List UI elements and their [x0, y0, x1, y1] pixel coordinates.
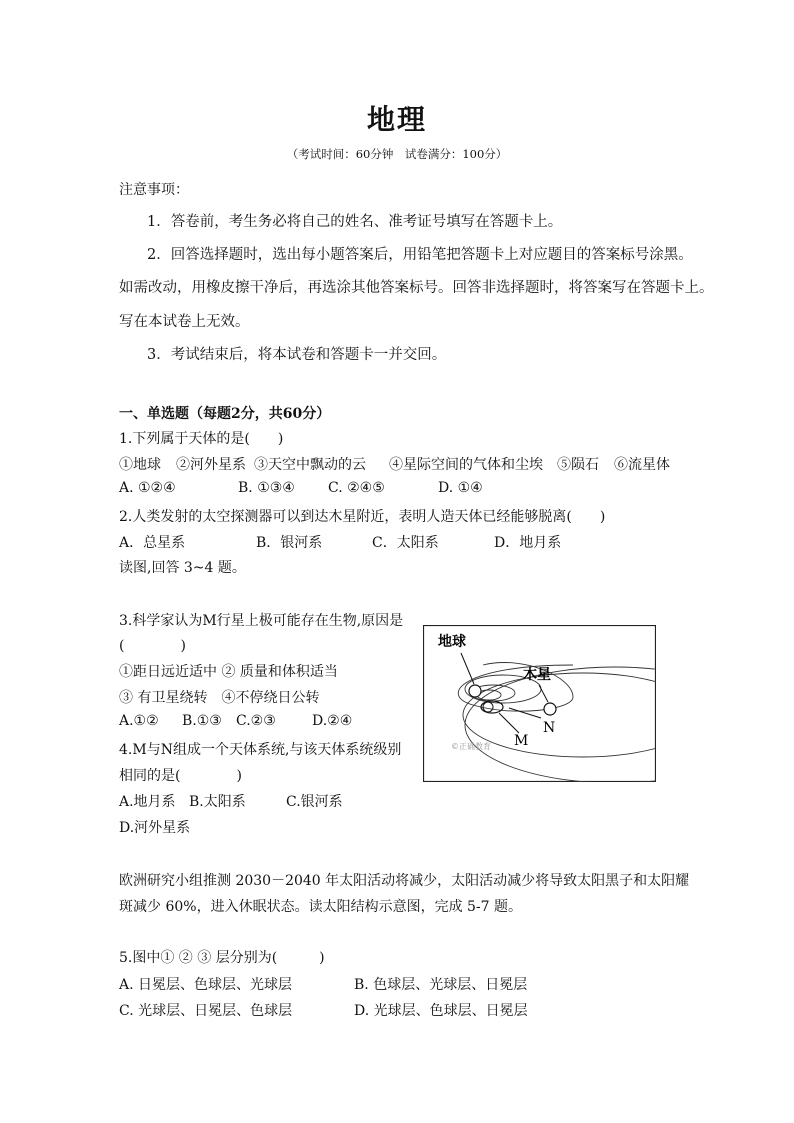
q2-option-b: B．银河系 — [256, 535, 323, 551]
q1-item-5: ⑤陨石 — [557, 457, 599, 473]
q1-item-2: ②河外星系 — [176, 457, 246, 473]
q1-item-6: ⑥流星体 — [614, 457, 670, 473]
q3-option-b: B.①③ — [182, 713, 222, 729]
page-title: 地理 — [366, 103, 427, 136]
q5-option-d: D. 光球层、色球层、日冕层 — [354, 1003, 528, 1019]
jupiter-marker — [544, 703, 556, 715]
notice-item-2: 2．回答选择题时，选出每小题答案后，用铅笔把答题卡上对应题目的答案标号涂黑。 — [147, 247, 693, 263]
q4-stem-line2: 相同的是( ) — [119, 768, 242, 784]
q4-stem-line1: 4.M与N组成一个天体系统,与该天体系统级别 — [119, 742, 402, 758]
q1-item-4: ④星际空间的气体和尘埃 — [389, 457, 543, 473]
q5-stem: 5.图中① ② ③ 层分别为( ) — [119, 950, 325, 966]
q2-option-c: C．太阳系 — [372, 535, 439, 551]
m-label: M — [514, 733, 529, 749]
notice-item-3: 3．考试结束后，将本试卷和答题卡一并交回。 — [147, 347, 447, 363]
q1-option-b: B. ①③④ — [238, 480, 295, 496]
q5-option-b: B. 色球层、光球层、日冕层 — [354, 977, 528, 993]
q4-option-a: A.地月系 — [119, 794, 176, 810]
q2-option-a: A．总星系 — [119, 535, 186, 551]
earth-marker — [469, 685, 481, 697]
q3-option-c: C.②③ — [236, 713, 276, 729]
earth-label: 地球 — [438, 634, 466, 650]
n-label: N — [543, 720, 556, 736]
q3-stem-line1: 3.科学家认为M行星上极可能存在生物,原因是 — [119, 613, 404, 629]
q2-stem: 2.人类发射的太空探测器可以到达木星附近，表明人造天体已经能够脱离( ) — [119, 509, 606, 525]
exam-info: （考试时间：60分钟 试卷满分：100分） — [286, 147, 508, 161]
jupiter-label: 木星 — [523, 667, 551, 683]
q4-option-c: C.银河系 — [286, 794, 343, 810]
notice-heading: 注意事项： — [119, 182, 189, 198]
q3-stem-line2: ( ) — [119, 638, 186, 654]
q5-option-c: C. 光球层、日冕层、色球层 — [119, 1003, 293, 1019]
q1-option-c: C. ②④⑤ — [328, 480, 385, 496]
q3-option-a: A.①② — [119, 713, 159, 729]
q2-option-d: D．地月系 — [494, 535, 562, 551]
q1-item-3: ③天空中飘动的云 — [254, 457, 366, 473]
q4-option-b: B.太阳系 — [189, 794, 246, 810]
q3-option-d: D.②④ — [312, 713, 353, 729]
q3-items-line1: ①距日远近适中 ② 质量和体积适当 — [119, 664, 338, 680]
q4-option-d: D.河外星系 — [119, 820, 191, 836]
passage-line1: 欧洲研究小组推测 2030－2040 年太阳活动将减少，太阳活动减少将导致太阳黑子和太阳耀 — [119, 873, 690, 889]
notice-item-1: 1．答卷前，考生务必将自己的姓名、准考证号填写在答题卡上。 — [147, 214, 563, 230]
watermark: ©正确教育 — [451, 742, 491, 751]
q1-option-a: A. ①②④ — [119, 480, 176, 496]
q3-items-line2: ③ 有卫星绕转 ④不停绕日公转 — [119, 690, 320, 706]
passage-line2: 斑减少 60%，进入休眠状态。读太阳结构示意图，完成 5-7 题。 — [119, 899, 523, 915]
notice-item-2-end: 写在本试卷上无效。 — [119, 314, 250, 330]
orbit-diagram — [423, 625, 656, 782]
notice-item-2-cont: 如需改动，用橡皮擦干净后，再选涂其他答案标号。回答非选择题时，将答案写在答题卡上。 — [119, 280, 714, 296]
q1-stem: 1.下列属于天体的是( ) — [119, 431, 284, 447]
section-heading: 一、单选题（每题2分，共60分） — [119, 406, 331, 422]
q5-option-a: A. 日冕层、色球层、光球层 — [119, 977, 293, 993]
read-instruction-3-4: 读图,回答 3~4 题。 — [119, 560, 246, 576]
q1-item-1: ①地球 — [119, 457, 161, 473]
q1-option-d: D. ①④ — [438, 480, 483, 496]
